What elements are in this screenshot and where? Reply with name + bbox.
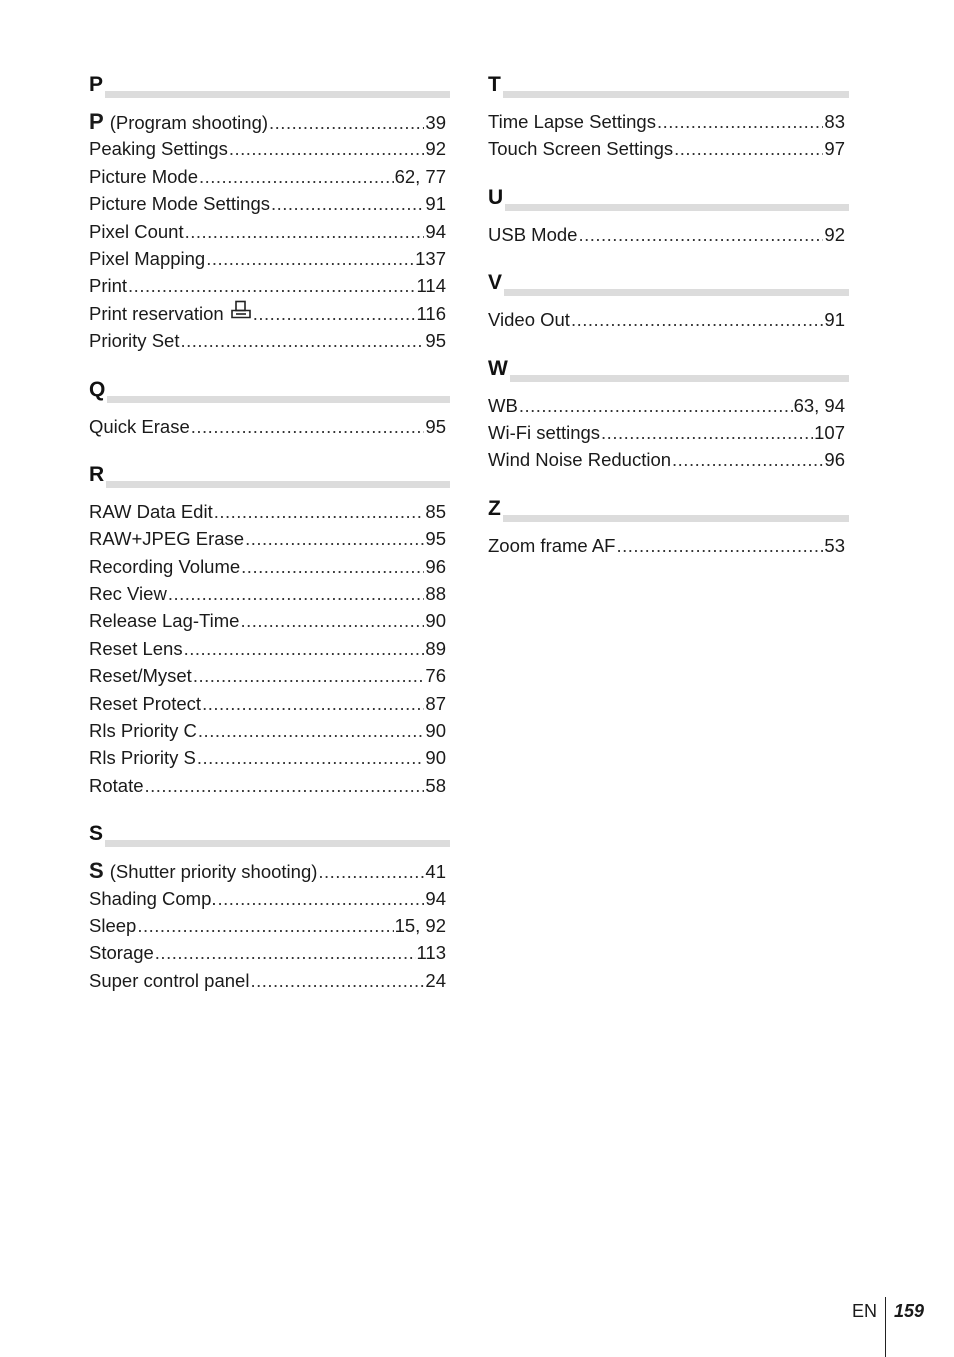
dot-leader bbox=[250, 967, 424, 994]
index-entry bbox=[89, 135, 450, 162]
entry-term: Print reservation bbox=[89, 302, 224, 324]
entry-term: Rls Priority S bbox=[89, 747, 196, 769]
entry-term: Print bbox=[89, 275, 128, 297]
dot-leader bbox=[214, 498, 425, 525]
mode-letter: S bbox=[89, 858, 104, 884]
section-rule bbox=[488, 289, 849, 296]
section-header bbox=[89, 377, 450, 405]
index-entry bbox=[488, 446, 849, 473]
section-letter: R bbox=[89, 462, 105, 486]
section-header bbox=[89, 462, 450, 490]
entry-page: 58 bbox=[425, 774, 446, 796]
footer-divider bbox=[885, 1297, 886, 1357]
dot-leader bbox=[197, 744, 425, 771]
dot-leader bbox=[168, 580, 425, 607]
entry-term: RAW Data Edit bbox=[89, 500, 213, 522]
section-rule bbox=[89, 396, 450, 403]
entry-page: 90 bbox=[425, 610, 446, 632]
section-letter: U bbox=[488, 185, 504, 209]
entry-page: 83 bbox=[824, 111, 845, 132]
index-entry bbox=[488, 419, 849, 446]
dot-leader bbox=[269, 109, 424, 136]
entry-page: 41 bbox=[425, 861, 446, 883]
index-section-t bbox=[488, 72, 849, 163]
entry-page: 94 bbox=[425, 220, 446, 242]
entry-term: Wi-Fi settings bbox=[488, 421, 601, 443]
dot-leader bbox=[240, 607, 424, 634]
index-section-q bbox=[89, 377, 450, 440]
entry-term: USB Mode bbox=[488, 223, 578, 245]
index-entry bbox=[89, 772, 450, 799]
entry-page: 76 bbox=[425, 665, 446, 687]
entry-page: 90 bbox=[425, 720, 446, 742]
index-entry bbox=[488, 306, 849, 333]
entry-page: 39 bbox=[425, 112, 446, 133]
page-footer bbox=[852, 1297, 924, 1357]
section-header bbox=[89, 821, 450, 849]
entry-page: 137 bbox=[415, 247, 446, 269]
entry-page: 96 bbox=[425, 555, 446, 577]
section-header bbox=[488, 270, 849, 298]
dot-leader bbox=[198, 717, 425, 744]
index-entry bbox=[89, 967, 450, 994]
entry-term: Super control panel bbox=[89, 969, 250, 991]
entry-term: Quick Erase bbox=[89, 415, 190, 437]
dot-leader bbox=[657, 108, 823, 135]
entry-page: 15, 92 bbox=[394, 914, 446, 936]
section-header bbox=[488, 72, 849, 100]
index-entry bbox=[89, 939, 450, 966]
entry-term: Time Lapse Settings bbox=[488, 111, 656, 132]
index-entry bbox=[89, 272, 450, 299]
dot-leader bbox=[253, 300, 416, 327]
entry-page: 87 bbox=[425, 692, 446, 714]
entry-term: (Shutter priority shooting) bbox=[109, 861, 318, 883]
dot-leader bbox=[193, 662, 425, 689]
entry-page: 24 bbox=[425, 969, 446, 991]
dot-leader bbox=[672, 446, 823, 473]
section-header bbox=[89, 72, 450, 100]
entry-page: 94 bbox=[425, 887, 446, 909]
section-header bbox=[488, 185, 849, 213]
entry-page: 116 bbox=[416, 302, 446, 324]
entry-term: Wind Noise Reduction bbox=[488, 449, 672, 471]
index-entry bbox=[488, 221, 849, 248]
entry-term: Recording Volume bbox=[89, 555, 241, 577]
dot-leader bbox=[180, 327, 424, 354]
index-entry bbox=[89, 607, 450, 634]
index-section-v bbox=[488, 270, 849, 333]
index-section-u bbox=[488, 185, 849, 248]
entry-page: 90 bbox=[425, 747, 446, 769]
mode-letter: P bbox=[89, 109, 104, 134]
dot-leader bbox=[229, 135, 425, 162]
entry-page: 97 bbox=[824, 138, 845, 160]
entry-page: 113 bbox=[416, 942, 446, 964]
index-section-p bbox=[89, 72, 450, 355]
dot-leader bbox=[571, 306, 823, 333]
index-entry bbox=[89, 690, 450, 717]
index-entry bbox=[89, 553, 450, 580]
entry-term: Reset/Myset bbox=[89, 665, 192, 687]
section-rule bbox=[488, 375, 849, 382]
entry-page: 95 bbox=[425, 528, 446, 550]
section-letter: W bbox=[488, 356, 508, 380]
dot-leader bbox=[206, 245, 414, 272]
entry-term: Reset Lens bbox=[89, 637, 183, 659]
index-entry bbox=[89, 163, 450, 190]
entry-page: 53 bbox=[824, 534, 845, 556]
entry-term: Rls Priority C bbox=[89, 720, 197, 742]
entry-page: 62, 77 bbox=[394, 165, 446, 187]
entry-term: Zoom frame AF bbox=[488, 534, 616, 556]
section-rule bbox=[488, 515, 849, 522]
section-letter: T bbox=[488, 73, 501, 96]
dot-leader bbox=[128, 272, 415, 299]
entry-page: 92 bbox=[425, 138, 446, 160]
index-entry bbox=[89, 525, 450, 552]
entry-term: Video Out bbox=[488, 309, 570, 331]
entry-term: Peaking Settings bbox=[89, 138, 228, 160]
index-column-left bbox=[89, 72, 450, 1016]
page-number: 159 bbox=[893, 1301, 924, 1321]
section-letter: V bbox=[488, 271, 503, 295]
dot-leader bbox=[241, 553, 424, 580]
entry-term: Pixel Count bbox=[89, 220, 184, 242]
index-entry bbox=[89, 662, 450, 689]
dot-leader bbox=[185, 218, 425, 245]
entry-page: 95 bbox=[425, 415, 446, 437]
index-column-right bbox=[488, 72, 849, 581]
dot-leader bbox=[519, 392, 793, 419]
entry-page: 85 bbox=[425, 500, 446, 522]
entry-term: Pixel Mapping bbox=[89, 247, 206, 269]
entry-term: Picture Mode bbox=[89, 165, 198, 187]
index-entry bbox=[89, 885, 450, 912]
index-entry bbox=[89, 744, 450, 771]
dot-leader bbox=[271, 190, 424, 217]
index-entry bbox=[488, 135, 849, 162]
index-entry bbox=[89, 245, 450, 272]
entry-term: Storage bbox=[89, 942, 154, 964]
dot-leader bbox=[199, 163, 394, 190]
entry-term: (Program shooting) bbox=[109, 112, 269, 133]
entry-term: Priority Set bbox=[89, 330, 180, 352]
index-entry bbox=[89, 218, 450, 245]
dot-leader bbox=[218, 885, 425, 912]
dot-leader bbox=[191, 413, 425, 440]
entry-term: WB bbox=[488, 394, 518, 416]
dot-leader bbox=[616, 532, 823, 559]
index-section-r bbox=[89, 462, 450, 799]
index-entry bbox=[89, 300, 450, 327]
section-letter: S bbox=[89, 822, 104, 846]
dot-leader bbox=[318, 858, 424, 885]
dot-leader bbox=[601, 419, 813, 446]
dot-leader bbox=[674, 135, 823, 162]
index-entry bbox=[488, 108, 849, 135]
dot-leader bbox=[184, 635, 425, 662]
entry-page: 91 bbox=[425, 193, 446, 215]
dot-leader bbox=[202, 690, 424, 717]
section-letter: Z bbox=[488, 496, 501, 520]
section-rule bbox=[89, 840, 450, 847]
section-rule bbox=[89, 481, 450, 488]
index-section-z bbox=[488, 496, 849, 559]
index-entry bbox=[89, 108, 450, 135]
index-entry bbox=[488, 392, 849, 419]
entry-term: Shading Comp. bbox=[89, 887, 217, 909]
entry-page: 95 bbox=[425, 330, 446, 352]
entry-page: 63, 94 bbox=[793, 394, 845, 416]
section-rule bbox=[488, 204, 849, 211]
entry-page: 114 bbox=[416, 275, 446, 297]
section-rule bbox=[488, 91, 849, 98]
index-entry bbox=[89, 190, 450, 217]
entry-term: Sleep bbox=[89, 914, 137, 936]
entry-term: Rec View bbox=[89, 583, 167, 605]
dot-leader bbox=[155, 939, 416, 966]
entry-page: 89 bbox=[425, 637, 446, 659]
index-entry bbox=[89, 857, 450, 884]
section-letter: P bbox=[89, 73, 104, 96]
index-entry bbox=[89, 327, 450, 354]
entry-page: 96 bbox=[824, 449, 845, 471]
dot-leader bbox=[137, 912, 393, 939]
dot-leader bbox=[245, 525, 424, 552]
index-entry bbox=[89, 717, 450, 744]
index-entry bbox=[89, 498, 450, 525]
entry-page: 91 bbox=[824, 309, 845, 331]
section-rule bbox=[89, 91, 450, 98]
index-entry bbox=[488, 532, 849, 559]
print-order-icon bbox=[230, 300, 252, 320]
dot-leader bbox=[145, 772, 425, 799]
entry-term: RAW+JPEG Erase bbox=[89, 528, 245, 550]
dot-leader bbox=[578, 221, 823, 248]
index-section-w bbox=[488, 356, 849, 474]
section-header bbox=[488, 496, 849, 524]
section-letter: Q bbox=[89, 377, 106, 401]
index-entry bbox=[89, 413, 450, 440]
entry-term: Rotate bbox=[89, 774, 144, 796]
index-entry bbox=[89, 912, 450, 939]
index-entry bbox=[89, 635, 450, 662]
entry-page: 92 bbox=[824, 223, 845, 245]
entry-term: Touch Screen Settings bbox=[488, 138, 674, 160]
language-label: EN bbox=[851, 1301, 877, 1321]
entry-term: Reset Protect bbox=[89, 692, 202, 714]
section-header bbox=[488, 356, 849, 384]
index-entry bbox=[89, 580, 450, 607]
entry-term: Release Lag-Time bbox=[89, 610, 240, 632]
entry-page: 107 bbox=[814, 421, 845, 443]
index-section-s bbox=[89, 821, 450, 994]
entry-page: 88 bbox=[425, 583, 446, 605]
entry-term: Picture Mode Settings bbox=[89, 193, 270, 215]
